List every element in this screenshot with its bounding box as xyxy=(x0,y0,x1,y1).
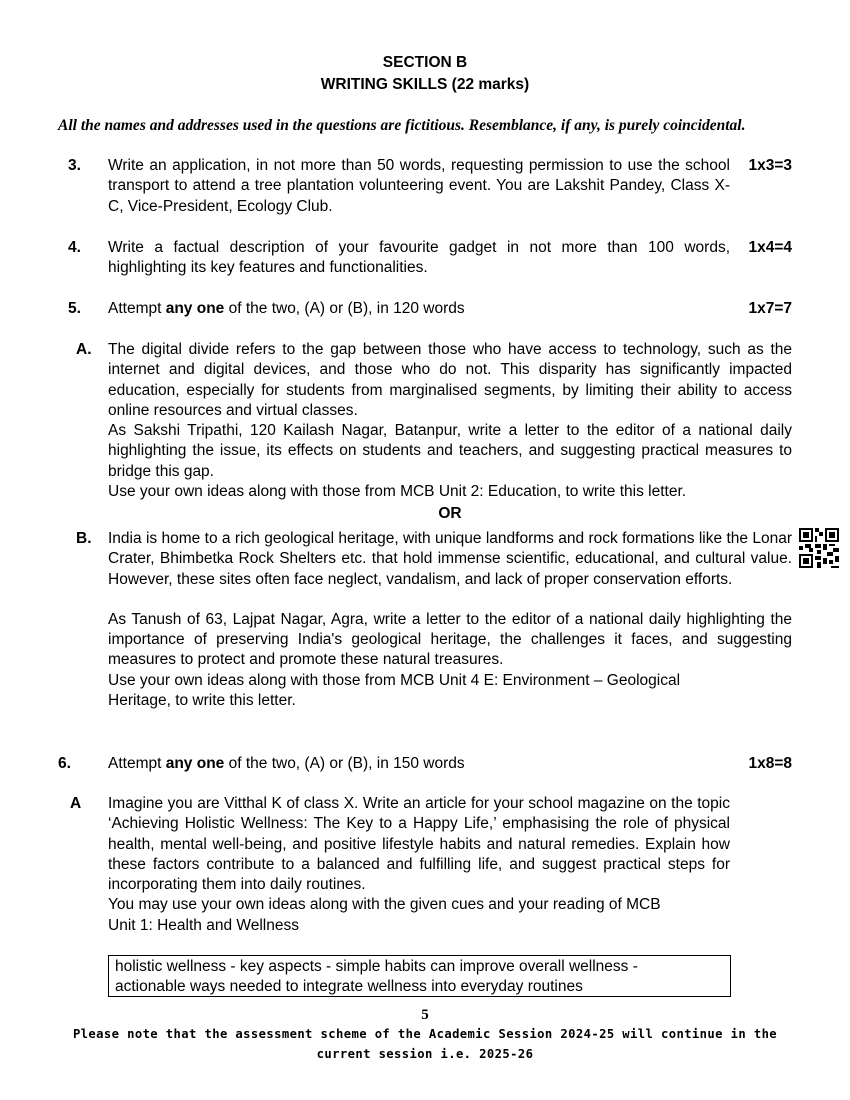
cues-line-2: actionable ways needed to integrate wellness into everyday routines xyxy=(115,978,583,996)
footer-line-2: current session i.e. 2025-26 xyxy=(316,1047,534,1061)
option-a-paragraph-3: Use your own ideas along with those from MCB Unit 2: Education, to write this letter. xyxy=(108,483,687,501)
question-4-text: Write a factual description of your favourite gadget in not more than 100 words, highlighting its key features and functionalities. xyxy=(108,239,730,277)
question-5-suffix: of the two, (A) or (B), in 120 words xyxy=(224,300,465,317)
question-6-instruction xyxy=(108,754,730,774)
question-5-number: 5. xyxy=(68,300,81,317)
option-b-label: B. xyxy=(76,530,92,547)
option-a-paragraph-1: The digital divide refers to the gap between those who have access to technology, such as the internet and digital devices, and those who do not. This disparity has significantly impacted education, especially for students from marginalised segments, by limiting their ability to access online resources and virtual classes. xyxy=(108,341,792,419)
option-b-paragraph-1: India is home to a rich geological heritage, with unique landforms and rock formations like the Lonar Crater, Bhimbetka Rock Shelters etc. that hold immense scientific, educational, and cultural value. However, these sites often face neglect, vandalism, and lack of proper conservation efforts. xyxy=(108,530,792,588)
page-number: 5 xyxy=(421,1007,429,1023)
question-6-option-a-paragraph-2-line-2: Unit 1: Health and Wellness xyxy=(108,916,299,934)
question-3-number: 3. xyxy=(68,157,81,174)
question-5-instruction xyxy=(108,299,730,319)
fictitious-note: All the names and addresses used in the questions are fictitious. Resemblance, if any, is purely coincidental. xyxy=(58,117,746,134)
question-5-emphasis: any one xyxy=(165,300,225,317)
question-3-marks: 1x3=3 xyxy=(748,157,792,174)
question-6-option-a-paragraph-2-line-1: You may use your own ideas along with the given cues and your reading of MCB xyxy=(108,896,661,914)
question-3-text: Write an application, in not more than 50 words, requesting permission to use the school transport to attend a tree plantation volunteering event. You are Lakshit Pandey, Class X-C, Vice-President, Ecology Club. xyxy=(108,157,730,215)
option-a-body xyxy=(108,340,792,502)
question-6-option-a-label: A xyxy=(70,795,82,812)
question-6-emphasis: any one xyxy=(165,755,225,772)
option-b-paragraph-3-line-1: Use your own ideas along with those from MCB Unit 4 E: Environment – Geological xyxy=(108,671,681,689)
question-6-prefix: Attempt xyxy=(108,755,166,772)
question-4-number: 4. xyxy=(68,239,81,256)
cues-line-1: holistic wellness - key aspects - simple habits can improve overall wellness - xyxy=(115,958,638,975)
option-b-body xyxy=(108,529,792,711)
question-6-suffix: of the two, (A) or (B), in 150 words xyxy=(224,755,465,772)
question-4-marks: 1x4=4 xyxy=(748,239,792,256)
or-divider: OR xyxy=(438,505,462,522)
section-title: SECTION B xyxy=(382,54,468,71)
section-subtitle: WRITING SKILLS (22 marks) xyxy=(320,76,530,93)
option-a-label: A. xyxy=(76,341,92,358)
option-a-paragraph-2: As Sakshi Tripathi, 120 Kailash Nagar, Batanpur, write a letter to the editor of a national daily highlighting the issue, its effects on students and teachers, and suggesting practical measures to bridge this gap. xyxy=(108,422,792,480)
option-b-paragraph-2: As Tanush of 63, Lajpat Nagar, Agra, write a letter to the editor of a national daily highlighting the importance of preserving India's geological heritage, the challenges it faces, and suggesting measures to protect and promote these natural treasures. xyxy=(108,610,792,669)
question-5-prefix: Attempt xyxy=(108,300,166,317)
question-6-option-a-body xyxy=(108,794,730,936)
question-5-marks: 1x7=7 xyxy=(748,300,792,317)
question-6-marks: 1x8=8 xyxy=(748,755,792,772)
footer-line-1: Please note that the assessment scheme of the Academic Session 2024-25 will continue in the xyxy=(72,1027,778,1041)
option-b-paragraph-3-line-2: Heritage, to write this letter. xyxy=(108,692,296,710)
question-6-number: 6. xyxy=(58,755,71,772)
question-6-option-a-paragraph-1: Imagine you are Vitthal K of class X. Write an article for your school magazine on the topic ‘Achieving Holistic Wellness: The Key to a Happy Life,’ emphasising the role of physical health, mental well-being, and positive lifestyle habits and natural remedies. Explain how these factors contribute to a balanced and fulfilling life, and suggest practical steps for incorporating them into daily routines. xyxy=(108,795,730,894)
qr-code-icon xyxy=(799,528,839,568)
cues-box xyxy=(108,955,731,997)
